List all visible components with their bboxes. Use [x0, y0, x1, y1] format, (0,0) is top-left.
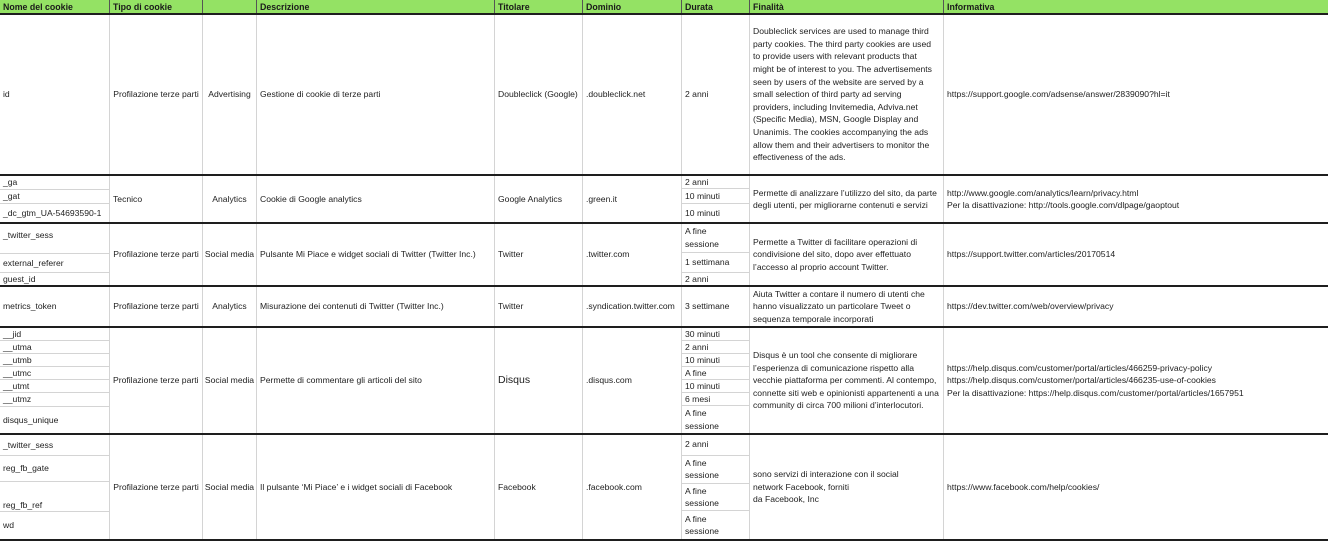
informativa-optout[interactable]: Per la disattivazione: http://tools.google.com/dlpage/gaoptout — [947, 200, 1180, 210]
cookie-finalita: Permette a Twitter di facilitare operazioni di condivisione del sito, dopo aver effettuato l’accesso al proprio account Twitter. — [753, 236, 918, 272]
cookie-name: __utmt — [3, 380, 30, 391]
cookie-name: disqus_unique — [3, 414, 59, 425]
cookie-name: __utmz — [3, 393, 32, 404]
cookie-titolare: Google Analytics — [498, 193, 563, 204]
cookie-durata: A fine — [685, 367, 707, 378]
cookie-finalita: Disqus è un tool che consente di migliorare l’esperienza di comunicazione rispetto alla vecchie piattaforma per commenti. Al contempo, connette siti web e opinionisti appartenenti a una community di circa 700 milioni d’interlocutori. — [753, 350, 939, 411]
cookie-dominio: .syndication.twitter.com — [586, 301, 675, 312]
cookie-tipo: Profilazione terze parti — [113, 301, 199, 312]
cookie-categoria: Social media — [204, 481, 255, 492]
cookie-name: external_referer — [3, 257, 64, 268]
cookie-durata: A fine sessione — [685, 408, 719, 431]
informativa-link[interactable]: https://support.twitter.com/articles/20170514 — [947, 249, 1116, 260]
finalita-line: da Facebook, Inc — [753, 494, 819, 505]
cookie-descrizione: Misurazione dei contenuti di Twitter (Twitter Inc.) — [260, 301, 444, 312]
informativa-link[interactable]: https://help.disqus.com/customer/portal/articles/466235-use-of-cookies — [947, 375, 1216, 386]
cookie-durata: A fine sessione — [685, 485, 719, 508]
cookie-tipo: Tecnico — [113, 193, 143, 204]
cookie-finalita — [750, 435, 943, 539]
cookie-titolare: Doubleclick (Google) — [498, 89, 578, 100]
informativa-link[interactable]: https://dev.twitter.com/web/overview/privacy — [947, 301, 1114, 312]
cookie-name: metrics_token — [3, 301, 57, 312]
informativa-link[interactable]: http://www.google.com/analytics/learn/privacy.html — [947, 187, 1139, 198]
cookie-categoria: Advertising — [208, 89, 251, 100]
header-tipo: Tipo di cookie — [110, 0, 203, 14]
cookie-durata: 2 anni — [685, 89, 709, 100]
cookie-durata: 10 minuti — [685, 380, 720, 391]
cookie-durata: 3 settimane — [685, 301, 730, 312]
cookie-name: _dc_gtm_UA-54693590-1 — [3, 207, 102, 218]
cookie-name: _ga — [3, 177, 18, 188]
header-durata: Durata — [682, 0, 750, 14]
header-informativa: Informativa — [944, 0, 1328, 14]
cookie-durata: A fine sessione — [685, 513, 719, 536]
cookie-name: reg_fb_gate — [3, 462, 49, 473]
cookie-tipo: Profilazione terze parti — [113, 375, 199, 386]
header-dominio: Dominio — [583, 0, 682, 14]
cookie-dominio: .facebook.com — [586, 481, 642, 492]
cookie-titolare: Disqus — [498, 374, 531, 387]
cookie-titolare: Twitter — [498, 301, 524, 312]
cookie-durata: 10 minuti — [685, 207, 720, 218]
cookie-categoria: Analytics — [212, 193, 247, 204]
cookie-name: _twitter_sess — [3, 439, 54, 450]
cookie-titolare: Twitter — [498, 249, 524, 260]
cookie-descrizione: Il pulsante ‘Mi Piace’ e i widget sociali di Facebook — [260, 481, 453, 492]
cookie-descrizione: Gestione di cookie di terze parti — [260, 89, 381, 100]
cookie-tipo: Profilazione terze parti — [113, 481, 199, 492]
cookie-finalita: Aiuta Twitter a contare il numero di utenti che hanno visualizzato un particolare Tweet o sequenza temporale incorporati — [753, 288, 925, 324]
cookie-descrizione: Cookie di Google analytics — [260, 193, 362, 204]
header-titolare: Titolare — [495, 0, 583, 14]
cookie-titolare: Facebook — [498, 481, 536, 492]
header-nome: Nome del cookie — [0, 0, 110, 14]
cookie-finalita: Doubleclick services are used to manage third party cookies. The third party cookies are used to provide users with relevant products that might be of interest to you. The advertisements seen by users of the website are served by a small selection of third party ad serving providers, including Invitemedia, Adviva.net (Specific Media), MSN, Google Display and Unanimis. The cookies accompanying the ads allow them and their advertisers to monitor the effectiveness of the ads. — [753, 26, 932, 163]
cookie-dominio: .twitter.com — [586, 249, 630, 260]
finalita-line: network Facebook, forniti — [753, 481, 850, 492]
cookie-name: wd — [3, 520, 14, 531]
cookie-name: __utmc — [3, 367, 32, 378]
cookie-dominio: .disqus.com — [586, 375, 632, 386]
cookie-name: __jid — [3, 328, 22, 339]
cookie-durata: 30 minuti — [685, 328, 720, 339]
cookie-descrizione: Permette di commentare gli articoli del sito — [260, 375, 422, 386]
header-finalita: Finalità — [750, 0, 944, 14]
cookie-durata: 2 anni — [685, 439, 709, 450]
cookie-durata: A fine sessione — [685, 226, 719, 249]
cookie-durata: 10 minuti — [685, 190, 720, 201]
cookie-categoria: Analytics — [212, 301, 247, 312]
cookie-categoria: Social media — [204, 249, 255, 260]
cookie-name: __utmb — [3, 354, 32, 365]
cookie-durata: 2 anni — [685, 273, 709, 284]
informativa-link[interactable]: https://support.google.com/adsense/answer/2839090?hl=it — [947, 89, 1170, 100]
informativa-link[interactable]: https://www.facebook.com/help/cookies/ — [947, 481, 1100, 492]
cookie-name: _gat — [3, 191, 20, 202]
cookie-finalita: Permette di analizzare l’utilizzo del sito, da parte degli utenti, per migliorarne contenuti e servizi — [753, 187, 937, 210]
cookie-name: __utma — [3, 341, 32, 352]
cookie-durata: 6 mesi — [685, 393, 711, 404]
cookie-durata: 10 minuti — [685, 354, 720, 365]
cookie-informativa — [944, 328, 1328, 433]
cookie-durata: 1 settimana — [685, 257, 730, 268]
cookie-tipo: Profilazione terze parti — [113, 89, 199, 100]
finalita-line: sono servizi di interazione con il social — [753, 469, 899, 480]
cookie-durata: 2 anni — [685, 341, 709, 352]
cookie-name: reg_fb_ref — [3, 499, 43, 510]
cookie-informativa — [944, 176, 1328, 222]
header-categoria — [203, 0, 257, 14]
cookie-name: guest_id — [3, 273, 36, 284]
cookie-durata: 2 anni — [685, 176, 709, 187]
informativa-link[interactable]: https://help.disqus.com/customer/portal/articles/466259-privacy-policy — [947, 362, 1213, 373]
informativa-optout[interactable]: Per la disattivazione: https://help.disqus.com/customer/portal/articles/1657951 — [947, 387, 1244, 398]
cookie-tipo: Profilazione terze parti — [113, 249, 199, 260]
cookie-dominio: .green.it — [586, 193, 618, 204]
cookie-descrizione: Pulsante Mi Piace e widget sociali di Twitter (Twitter Inc.) — [260, 249, 476, 260]
header-descrizione: Descrizione — [257, 0, 495, 14]
cookie-categoria: Social media — [204, 375, 255, 386]
cookie-durata: A fine sessione — [685, 457, 719, 480]
cookie-name: id — [3, 89, 10, 100]
cookie-name: _twitter_sess — [3, 229, 54, 240]
cookie-dominio: .doubleclick.net — [586, 89, 646, 100]
